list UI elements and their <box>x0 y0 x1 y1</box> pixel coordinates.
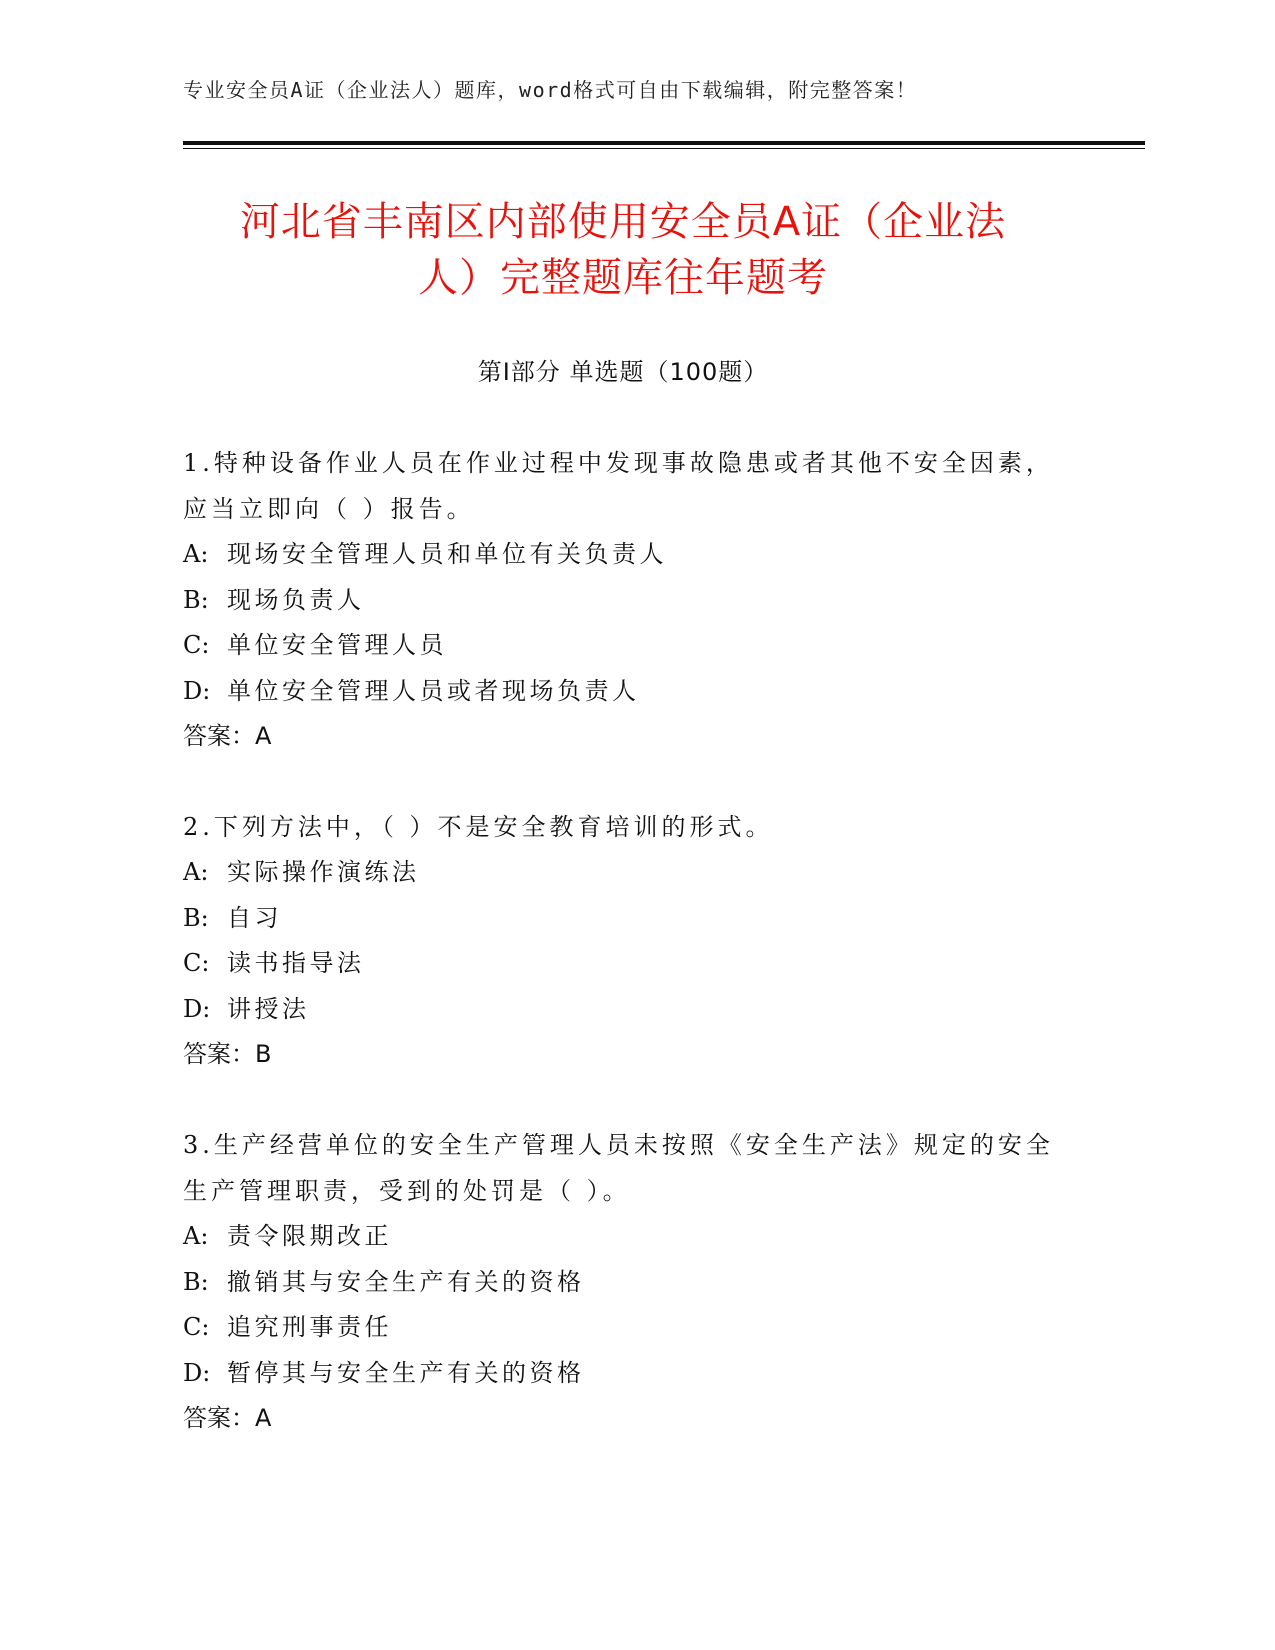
question-option <box>183 578 1063 624</box>
question-option <box>183 623 1063 669</box>
question-option <box>183 1260 1063 1306</box>
question-option <box>183 669 1063 715</box>
option-key: C: <box>183 1313 210 1341</box>
question-item <box>183 1122 1063 1441</box>
option-text: 暂停其与安全生产有关的资格 <box>227 1358 585 1387</box>
option-key: A: <box>183 858 209 886</box>
option-key: A: <box>183 1222 209 1250</box>
question-stem: 2.下列方法中，（ ）不是安全教育培训的形式。 <box>183 813 774 841</box>
option-text: 单位安全管理人员或者现场负责人 <box>227 676 640 705</box>
question-option <box>183 532 1063 578</box>
option-text: 讲授法 <box>227 994 310 1023</box>
option-key: C: <box>183 631 210 659</box>
option-text: 撤销其与安全生产有关的资格 <box>227 1267 585 1296</box>
question-list <box>183 440 1063 1486</box>
option-key: B: <box>183 1267 209 1296</box>
option-text: 读书指导法 <box>227 949 365 977</box>
option-key: D: <box>183 676 211 705</box>
option-text: 自习 <box>227 903 282 932</box>
option-key: A: <box>183 540 209 568</box>
document-title-line-2: 人）完整题库往年题考 <box>418 255 828 301</box>
option-key: D: <box>183 994 211 1023</box>
option-key: C: <box>183 949 210 977</box>
question-option <box>183 941 1063 987</box>
question-stem: 3.生产经营单位的安全生产管理人员未按照《安全生产法》规定的安全生产管理职责，受到的处罚是（ ）。 <box>183 1131 1054 1205</box>
question-answer: 答案：B <box>183 1040 272 1068</box>
section-heading: 第Ⅰ部分 单选题（100题） <box>477 358 769 386</box>
option-text: 现场负责人 <box>227 585 365 614</box>
question-item <box>183 440 1063 759</box>
question-item <box>183 804 1063 1077</box>
document-title <box>183 194 1063 306</box>
option-text: 单位安全管理人员 <box>227 631 447 659</box>
question-option <box>183 1214 1063 1260</box>
option-key: D: <box>183 1358 211 1387</box>
question-option <box>183 987 1063 1033</box>
question-answer: 答案：A <box>183 1404 272 1432</box>
question-stem: 1.特种设备作业人员在作业过程中发现事故隐患或者其他不安全因素，应当立即向（ ）报告。 <box>183 449 1054 523</box>
question-option <box>183 1305 1063 1351</box>
option-text: 现场安全管理人员和单位有关负责人 <box>227 540 667 568</box>
header-divider-thick <box>183 141 1145 145</box>
question-answer: 答案：A <box>183 722 272 750</box>
header-divider-thin <box>183 148 1145 149</box>
page-header: 专业安全员A证（企业法人）题库，word格式可自由下载编辑，附完整答案！ <box>183 78 918 102</box>
option-text: 实际操作演练法 <box>227 858 420 886</box>
question-option <box>183 896 1063 942</box>
option-text: 追究刑事责任 <box>227 1313 392 1341</box>
document-title-line-1: 河北省丰南区内部使用安全员A证（企业法 <box>239 199 1007 245</box>
question-option <box>183 850 1063 896</box>
option-text: 责令限期改正 <box>227 1222 392 1250</box>
option-key: B: <box>183 585 209 614</box>
question-option <box>183 1351 1063 1397</box>
option-key: B: <box>183 903 209 932</box>
